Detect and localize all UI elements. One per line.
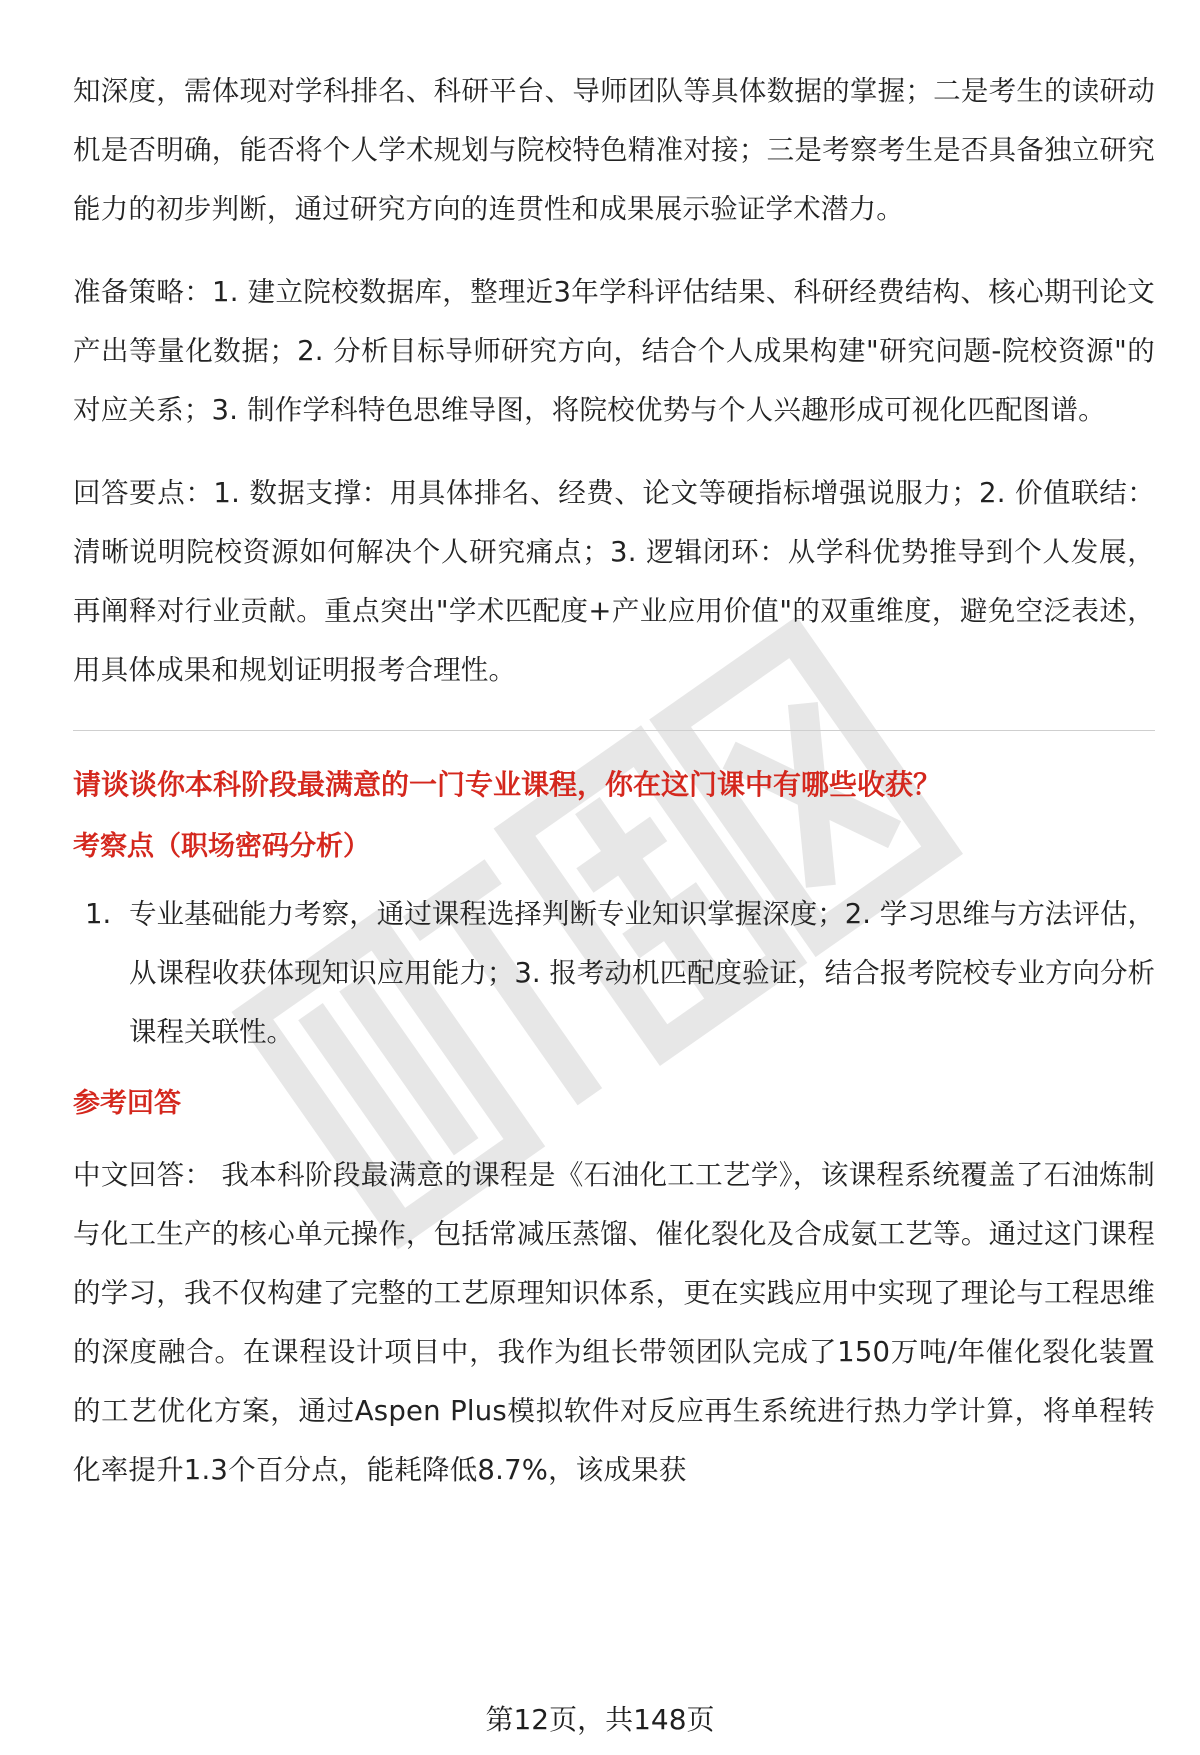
list-item-text: 专业基础能力考察，通过课程选择判断专业知识掌握深度；2. 学习思维与方法评估，从课程收获体现知识应用能力；3. 报考动机匹配度验证，结合报考院校专业方向分析课程关联性。	[129, 898, 1155, 1048]
reference-answer-text: 中文回答： 我本科阶段最满意的课程是《石油化工工艺学》，该课程系统覆盖了石油炼制与化工生产的核心单元操作，包括常减压蒸馏、催化裂化及合成氨工艺等。通过这门课程的学习，我不仅构建了完整的工艺原理知识体系，更在实践应用中实现了理论与工程思维的深度融合。在课程设计项目中，我作为组长带领团队完成了150万吨/年催化裂化装置的工艺优化方案，通过Aspen Plus模拟软件对反应再生系统进行热力学计算，将单程转化率提升1.3个百分点，能耗降低8.7%，该成果获	[73, 1159, 1155, 1486]
question-title: 请谈谈你本科阶段最满意的一门专业课程，你在这门课中有哪些收获？	[73, 768, 942, 801]
document-page	[73, 62, 1155, 1500]
exam-point-list	[73, 885, 1155, 1062]
exam-point-heading: 考察点（职场密码分析）	[73, 831, 370, 862]
section-divider	[73, 730, 1155, 731]
intro-paragraph-1: 知深度，需体现对学科排名、科研平台、导师团队等具体数据的掌握；二是考生的读研动机是否明确，能否将个人学术规划与院校特色精准对接；三是考察考生是否具备独立研究能力的初步判断，通过研究方向的连贯性和成果展示验证学术潜力。	[73, 75, 1155, 225]
prep-strategy-paragraph: 准备策略：1. 建立院校数据库，整理近3年学科评估结果、科研经费结构、核心期刊论文产出等量化数据；2. 分析目标导师研究方向，结合个人成果构建"研究问题-院校资源"的对应关系；3. 制作学科特色思维导图，将院校优势与个人兴趣形成可视化匹配图谱。	[73, 276, 1155, 426]
answer-points-paragraph: 回答要点：1. 数据支撑：用具体排名、经费、论文等硬指标增强说服力；2. 价值联结：清晰说明院校资源如何解决个人研究痛点；3. 逻辑闭环：从学科优势推导到个人发展，再阐释对行业贡献。重点突出"学术匹配度+产业应用价值"的双重维度，避免空泛表述，用具体成果和规划证明报考合理性。	[73, 477, 1155, 686]
list-item-number: 1.	[85, 898, 112, 930]
page-footer: 第12页，共148页	[485, 1703, 715, 1736]
list-item	[73, 885, 1155, 1062]
reference-answer-heading: 参考回答	[73, 1088, 181, 1119]
